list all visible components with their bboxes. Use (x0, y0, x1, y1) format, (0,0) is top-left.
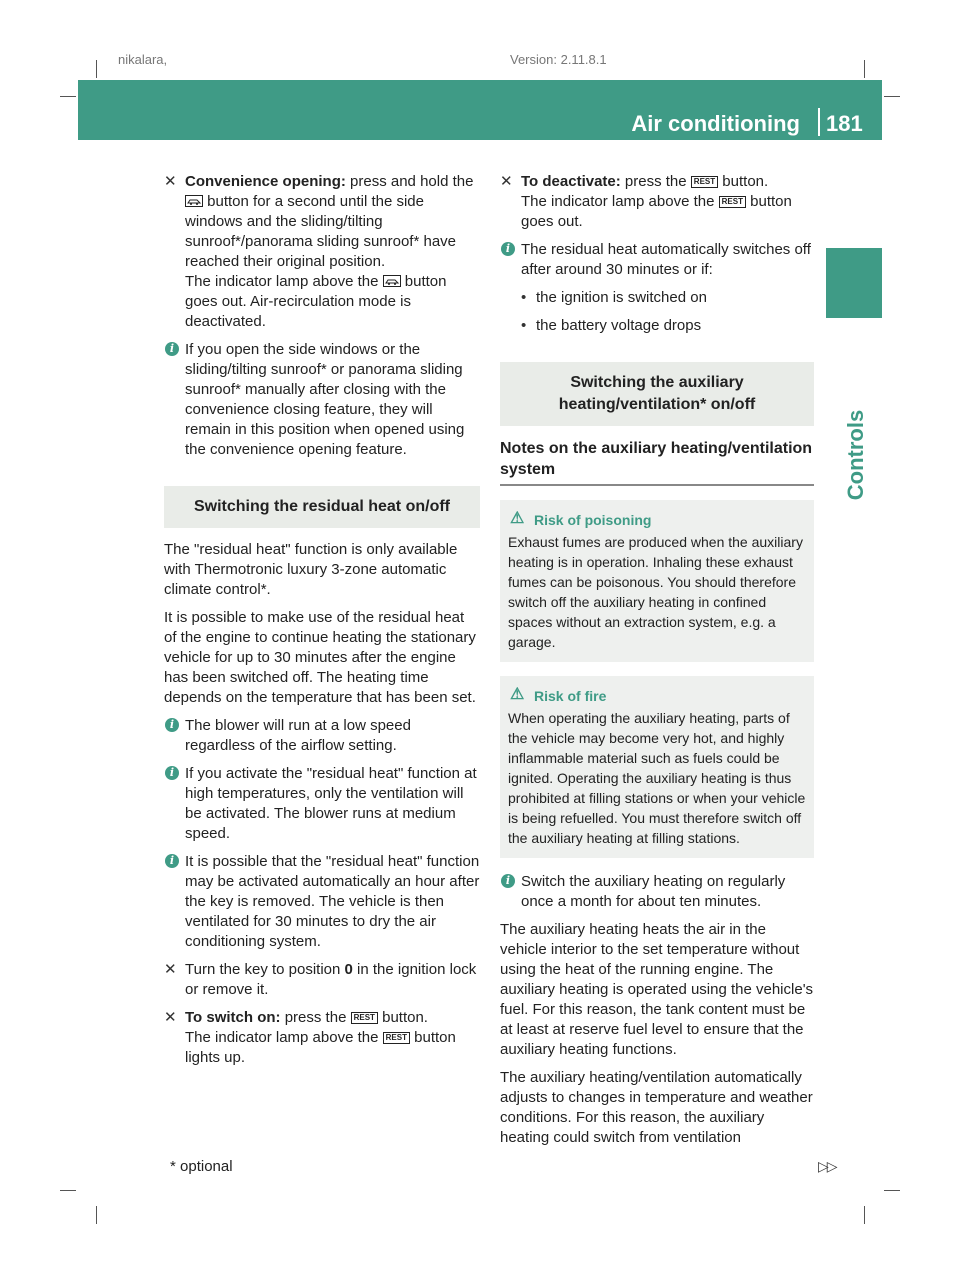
step-item: ✕ Turn the key to position 0 in the ignition lock or remove it. (164, 961, 477, 998)
paragraph: The "residual heat" function is only available with Thermotronic luxury 3-zone automatic climate control*. (164, 541, 458, 598)
paragraph: The auxiliary heating heats the air in the vehicle interior to the set temperature without using the heat of the running engine. The auxiliary heating is operated using the vehicle's fuel. For this reason, the tank content must be at least at reserve fuel level to ensure that the auxiliary heating functions. (500, 921, 814, 1058)
info-note: i The blower will run at a low speed regardless of the airflow setting. (164, 716, 480, 756)
info-icon: i (165, 342, 179, 356)
crop-mark (60, 1190, 76, 1191)
info-icon: i (501, 242, 515, 256)
warning-box: ⚠ Risk of fire When operating the auxiliary heating, parts of the vehicle may become very hot, and highly inflammable material such as fuels could be ignited. Operating the auxiliary heating is thus prohibited at filling stations or when your vehicle is being refuelled. You must therefore switch off the auxiliary heating at filling stations. (500, 676, 814, 858)
subheading: Notes on the auxiliary heating/ventilation system (500, 438, 814, 486)
info-icon: i (165, 766, 179, 780)
page-number: 181 (826, 111, 863, 136)
paragraph: It is possible to make use of the residual heat of the engine to continue heating the stationary vehicle for up to 30 minutes after the engine has been switched off. The heating time depends on the temperature that has been set. (164, 609, 476, 706)
info-icon: i (165, 854, 179, 868)
warning-triangle-icon: ⚠ (510, 510, 525, 527)
step-arrow-icon: ✕ (164, 1009, 177, 1026)
right-column (500, 172, 814, 1156)
list-item: • the ignition is switched on (521, 289, 707, 306)
rest-key-icon: REST (691, 176, 718, 188)
crop-mark (60, 96, 76, 97)
step-arrow-icon: ✕ (500, 173, 513, 190)
crop-mark (864, 1206, 865, 1224)
side-tab-marker (826, 248, 882, 318)
car-opening-icon (383, 275, 401, 287)
continue-arrows-icon: ▷▷ (818, 1158, 836, 1174)
crop-mark (864, 60, 865, 78)
bullet-list (500, 288, 814, 336)
step-item: ✕ To switch on: press the REST button. The indicator lamp above the REST button lights up. (164, 1009, 456, 1066)
step-item: ✕ To deactivate: press the REST button. The indicator lamp above the REST button goes out. (500, 173, 792, 230)
section-heading: Switching the auxiliary heating/ventilation* on/off (500, 362, 814, 426)
section-heading: Switching the residual heat on/off (164, 486, 480, 528)
info-note: i The residual heat automatically switches off after around 30 minutes or if: (500, 240, 814, 280)
step-arrow-icon: ✕ (164, 173, 177, 190)
page-title: Air conditioning (631, 111, 800, 136)
bullet-marker: • (521, 317, 527, 334)
info-icon: i (165, 718, 179, 732)
left-column (164, 172, 480, 1076)
paragraph: The auxiliary heating/ventilation automatically adjusts to changes in temperature and weather conditions. For this reason, the auxiliary heating could switch from ventilation (500, 1069, 813, 1146)
info-note: i If you activate the "residual heat" function at high temperatures, only the ventilation will be activated. The blower runs at medium speed. (164, 764, 480, 844)
bullet-marker: • (521, 289, 527, 306)
crop-mark (884, 96, 900, 97)
step-convenience-opening: ✕ Convenience opening: press and hold the button for a second until the side windows and the sliding/tilting sunroof*/panorama sliding sunroof* have reached their original position. The indicator lamp above the button goes out. Air-recirculation mode is deactivated. (164, 173, 474, 330)
rest-key-icon: REST (383, 1032, 410, 1044)
warning-box: ⚠ Risk of poisoning Exhaust fumes are produced when the auxiliary heating is in operation. Inhaling these exhaust fumes can be poisonous. You should therefore switch off the auxiliary heating in confined spaces without an extraction system, e.g. a garage. (500, 500, 814, 662)
crop-mark (96, 60, 97, 78)
side-tab-label: Controls (843, 409, 868, 501)
crop-mark (96, 1206, 97, 1224)
print-meta-left: nikalara, (118, 52, 168, 67)
rest-key-icon: REST (719, 196, 746, 208)
info-icon: i (501, 874, 515, 888)
info-note: i Switch the auxiliary heating on regularly once a month for about ten minutes. (500, 872, 814, 912)
warning-triangle-icon: ⚠ (510, 686, 525, 703)
info-note: i If you open the side windows or the sliding/tilting sunroof* or panorama sliding sunroof* manually after closing with the convenience closing feature, they will remain in this position when opened using the convenience opening feature. (164, 340, 480, 460)
print-meta-right: Version: 2.11.8.1 (510, 52, 607, 67)
header-divider (818, 108, 820, 136)
rest-key-icon: REST (351, 1012, 378, 1024)
info-note: i It is possible that the "residual heat" function may be activated automatically an hour after the key is removed. The vehicle is then ventilated for 30 minutes to dry the air conditioning system. (164, 852, 480, 952)
step-arrow-icon: ✕ (164, 961, 177, 978)
crop-mark (884, 1190, 900, 1191)
list-item: • the battery voltage drops (521, 317, 702, 334)
car-opening-icon (185, 195, 203, 207)
footnote: * optional (170, 1158, 233, 1175)
